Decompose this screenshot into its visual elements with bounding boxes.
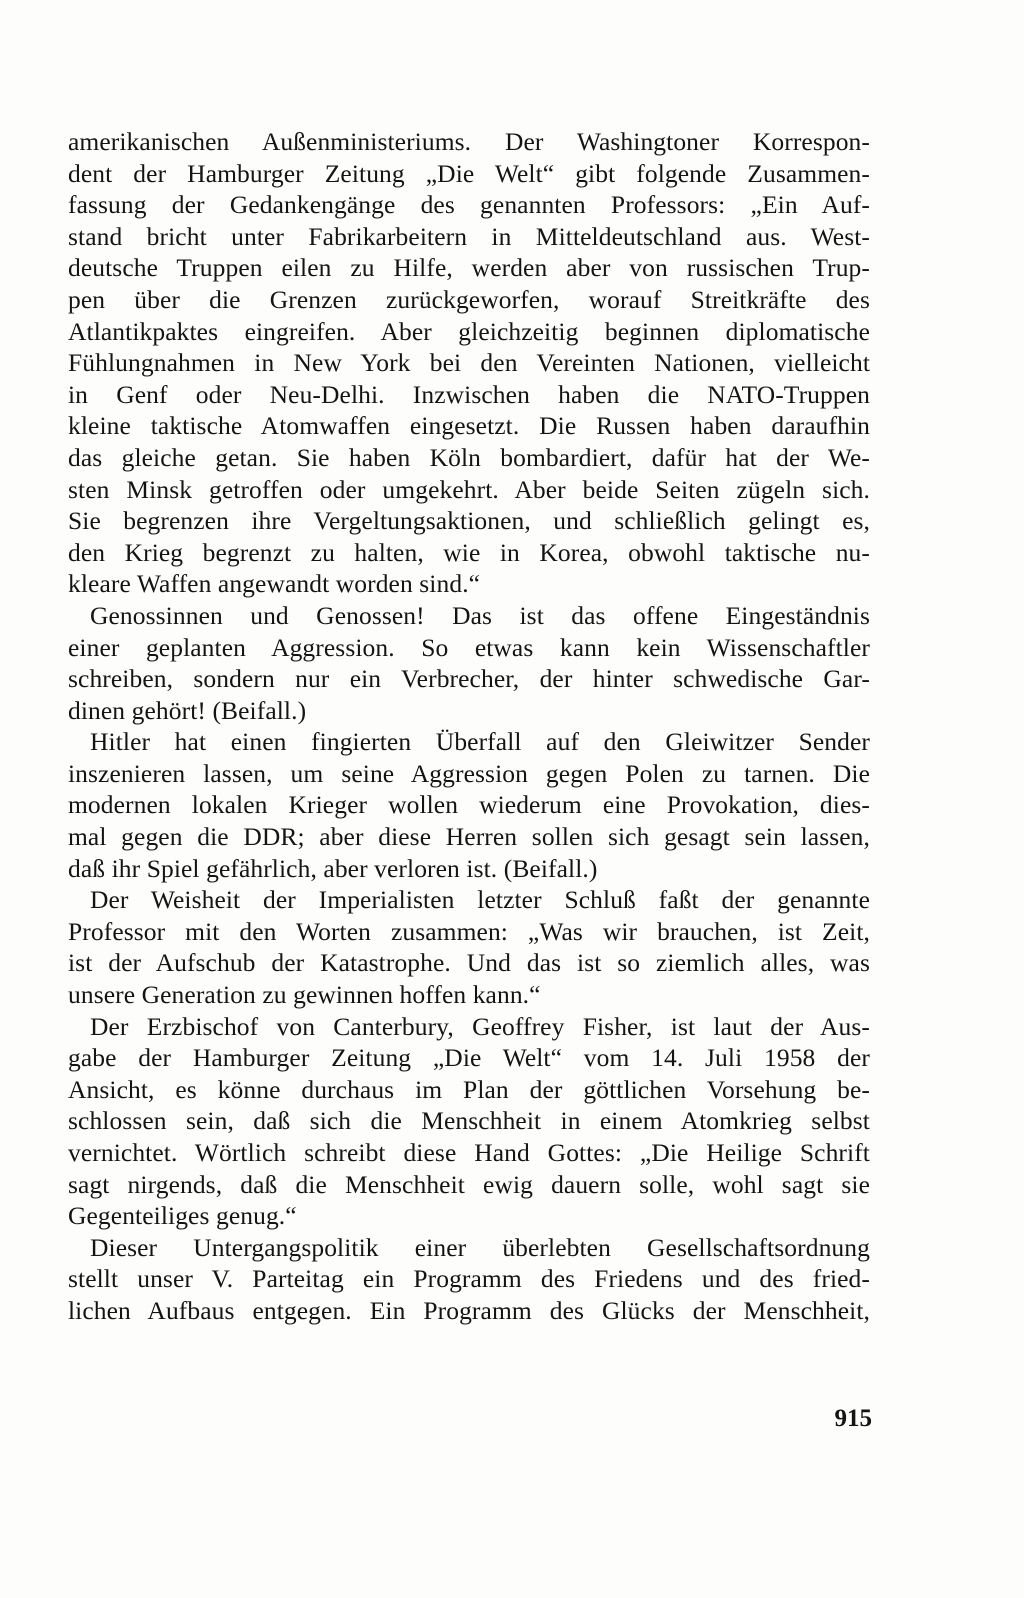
text-line: dent der Hamburger Zeitung „Die Welt“ gibt folgende Zusammen- [68,158,870,188]
text-line: sagt nirgends, daß die Menschheit ewig dauern solle, wohl sagt sie [68,1169,870,1199]
text-line: dinen gehört! (Beifall.) [68,695,307,725]
text-line: modernen lokalen Krieger wollen wiederum eine Provokation, dies- [68,790,870,820]
text-line: fassung der Gedankengänge des genannten Professors: „Ein Auf- [68,190,870,220]
text-line: sten Minsk getroffen oder umgekehrt. Aber beide Seiten zügeln sich. [68,474,870,504]
text-line: das gleiche getan. Sie haben Köln bombardiert, dafür hat der We- [68,442,870,472]
text-line: kleare Waffen angewandt worden sind.“ [68,569,481,599]
text-line: gabe der Hamburger Zeitung „Die Welt“ vom 14. Juli 1958 der [68,1043,870,1073]
text-line: Gegenteiliges genug.“ [68,1201,297,1231]
text-line: kleine taktische Atomwaffen eingesetzt. Die Russen haben daraufhin [68,411,870,441]
text-line: unsere Generation zu gewinnen hoffen kann.“ [68,980,541,1010]
page-number: 915 [834,1405,872,1432]
text-line: vernichtet. Wörtlich schreibt diese Hand Gottes: „Die Heilige Schrift [68,1138,870,1167]
text-line: Genossinnen und Genossen! Das ist das offene Eingeständnis [90,600,870,630]
text-line: ist der Aufschub der Katastrophe. Und das ist so ziemlich alles, was [68,948,870,978]
text-line: Der Erzbischof von Canterbury, Geoffrey Fisher, ist laut der Aus- [90,1011,870,1041]
text-line: einer geplanten Aggression. So etwas kann kein Wissenschaftler [68,632,870,662]
text-line: Dieser Untergangspolitik einer überlebten Gesellschaftsordnung [90,1232,870,1262]
text-line: deutsche Truppen eilen zu Hilfe, werden aber von russischen Trup- [68,253,870,283]
text-line: schreiben, sondern nur ein Verbrecher, der hinter schwedische Gar- [68,664,870,694]
text-line: stand bricht unter Fabrikarbeitern in Mitteldeutschland aus. West- [68,221,870,251]
text-line: inszenieren lassen, um seine Aggression gegen Polen zu tarnen. Die [68,758,870,788]
body-text [68,126,870,1327]
text-line: Professor mit den Worten zusammen: „Was wir brauchen, ist Zeit, [68,916,870,946]
text-line: Sie begrenzen ihre Vergeltungsaktionen, und schließlich gelingt es, [68,506,870,536]
text-line: Fühlungnahmen in New York bei den Vereinten Nationen, vielleicht [68,348,870,378]
text-line: schlossen sein, daß sich die Menschheit in einem Atomkrieg selbst [68,1106,870,1136]
text-line: Hitler hat einen fingierten Überfall auf den Gleiwitzer Sender [90,727,870,757]
text-line: mal gegen die DDR; aber diese Herren sollen sich gesagt sein lassen, [68,822,870,852]
text-line: pen über die Grenzen zurückgeworfen, worauf Streitkräfte des [68,284,870,314]
text-line: amerikanischen Außenministeriums. Der Washingtoner Korrespon- [68,127,870,156]
text-line: Ansicht, es könne durchaus im Plan der göttlichen Vorsehung be- [68,1074,870,1104]
text-line: den Krieg begrenzt zu halten, wie in Korea, obwohl taktische nu- [68,537,870,567]
text-line: in Genf oder Neu-Delhi. Inzwischen haben die NATO-Truppen [68,379,870,409]
text-line: daß ihr Spiel gefährlich, aber verloren ist. (Beifall.) [68,853,598,883]
text-line: Atlantikpaktes eingreifen. Aber gleichzeitig beginnen diplomatische [68,316,870,346]
text-line: Der Weisheit der Imperialisten letzter Schluß faßt der genannte [90,885,870,915]
text-line: stellt unser V. Parteitag ein Programm des Friedens und des fried- [68,1264,870,1294]
text-line: lichen Aufbaus entgegen. Ein Programm des Glücks der Menschheit, [68,1295,870,1325]
